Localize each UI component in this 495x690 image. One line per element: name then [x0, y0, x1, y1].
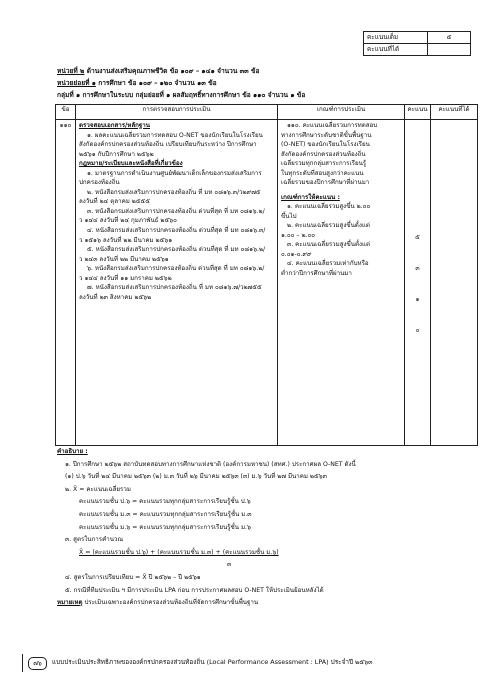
page-footer [22, 654, 482, 672]
table-row [56, 120, 478, 446]
remark-line [57, 599, 477, 612]
section-headings [57, 67, 477, 103]
text-line: สังกัดองค์กรปกครองส่วนท้องถิ่น [281, 150, 366, 158]
assessment-table [55, 104, 478, 446]
text-line: ปกครองท้องถิ่น [79, 179, 120, 187]
note-line: ๑. ปีการศึกษา ๒๕๖๒ สถาบันทดสอบทางการศึกษาแห่งชาติ (องค์การมหาชน) (สทศ.) ประกาศผล O-NET ดังนี้ [65, 460, 356, 468]
score-value: ๐ [415, 327, 420, 334]
text-line: เฉลี่ยรวมทุกกลุ่มสาระการเรียนรู้ [281, 160, 367, 168]
score-value: ๕ [415, 234, 420, 241]
col-header-check: การตรวจสอบการประเมิน [76, 105, 278, 120]
text-line: กฎหมาย/ระเบียบและหนังสือที่เกี่ยวข้อง [79, 160, 183, 168]
text-line: ๒. หนังสือกรมส่งเสริมการปกครองท้องถิ่น ที่ มท ๐๘๑๖.๓/ว๒๙๗๕ [87, 188, 261, 196]
note-line: คะแนนรวมชั้น ม.๓ = คะแนนรวมทุกกลุ่มสาระการเรียนรู้ชั้น ม.๓ [79, 510, 252, 518]
unit-label: หน่วยที่ ๒ [57, 67, 85, 75]
note-line: X̄ = (คะแนนรวมชั้น ป.๖) + (คะแนนรวมชั้น ม.๓) + (คะแนนรวมชั้น ม.๖) [79, 548, 279, 556]
text-line: ๔. คะแนนเฉลี่ยรวมเท่ากับหรือ [287, 260, 369, 268]
text-line: (O-NET) ของนักเรียนในโรงเรียน [281, 141, 370, 149]
note-line: คะแนนรวมชั้น ป.๖ = คะแนนรวมทุกกลุ่มสาระการเรียนรู้ชั้น ป.๖ [79, 498, 251, 506]
note-line: ๓ [227, 561, 232, 569]
text-line: ๑. คะแนนเฉลี่ยรวมสูงขึ้น ๒.๐๐ [287, 203, 371, 211]
footer-rule [22, 654, 23, 672]
note-line: ๔. สูตรในการเปรียบเทียบ = X̄ ปี ๒๕๖๒ – ปี ๒๕๖๑ [65, 573, 201, 581]
text-line: ๒. คะแนนเฉลี่ยรวมสูงขึ้นตั้งแต่ [287, 222, 370, 230]
score-cell [405, 120, 431, 446]
text-line: ๔. หนังสือกรมส่งเสริมการปกครองท้องถิ่น ด่วนที่สุด ที่ มท ๐๘๑๖.๓/ [87, 227, 266, 235]
text-line: สังกัดองค์กรปกครองส่วนท้องถิ่น เปรียบเทียบกันระหว่าง ปีการศึกษา [79, 141, 257, 149]
subunit-heading [57, 79, 477, 91]
unit-desc: ด้านงานส่งเสริมคุณภาพชีวิต ข้อ ๑๐๙ – ๑๔๑ จำนวน ๓๓ ข้อ [86, 67, 260, 75]
text-line: ตรวจสอบเอกสาร/หลักฐาน [79, 122, 151, 129]
obtained-score-label: คะแนนที่ได้ [364, 44, 428, 56]
text-line: ว ๒๔๓ ลงวันที่ ๒๒ มีนาคม ๒๕๖๑ [79, 255, 169, 263]
text-line: ขึ้นไป [281, 212, 297, 220]
table-header-row [56, 105, 478, 120]
text-line: ๑. มาตรฐานการดำเนินงานศูนย์พัฒนาเด็กเล็กของกรมส่งเสริมการ [87, 169, 262, 177]
text-line: ๑๑๐. คะแนนเฉลี่ยรวมการทดสอบ [287, 122, 378, 129]
text-line: ว ๑๕๑๖ ลงวันที่ ๒๒ มีนาคม ๒๕๖๑ [79, 236, 173, 244]
text-line: เกณฑ์การให้คะแนน : [281, 193, 340, 201]
subunit-label: หน่วยย่อยที่ ๑ [57, 79, 96, 87]
notes-title: คำอธิบาย : [57, 448, 88, 455]
score-box [363, 31, 471, 56]
text-line: ๓. คะแนนเฉลี่ยรวมสูงขึ้นตั้งแต่ [287, 241, 370, 249]
check-method-cell [76, 120, 278, 446]
obtained-score-value [428, 44, 471, 56]
explanation-notes [57, 448, 477, 612]
criteria-cell [278, 120, 405, 446]
score-value: ๑ [415, 296, 420, 303]
col-header-criteria: เกณฑ์การประเมิน [278, 105, 405, 120]
text-line: ว ๑๔๔ ลงวันที่ ๑๑ มกราคม ๒๕๖๒ [79, 274, 172, 282]
unit-heading [57, 67, 477, 79]
col-header-no: ข้อ [56, 105, 76, 120]
score-value: ๓ [415, 265, 420, 272]
subunit-desc: การศึกษา ข้อ ๑๐๙ – ๑๒๐ จำนวน ๑๓ ข้อ [98, 79, 217, 87]
text-line: ๐.๐๑-๐.๙๙ [281, 250, 312, 258]
note-line: ๓. สูตรในการคำนวณ [65, 536, 124, 544]
text-line: ในทุกระดับที่สอบสูงกว่าคะแนน [281, 169, 364, 177]
full-score-label: คะแนนเต็ม [364, 32, 428, 44]
note-line: คะแนนรวมชั้น ม.๖ = คะแนนรวมทุกกลุ่มสาระการเรียนรู้ชั้น ม.๖ [79, 523, 251, 531]
text-line: ๕. หนังสือกรมส่งเสริมการปกครองท้องถิ่น ด่วนที่สุด ที่ มท ๐๘๑๖.๒/ [87, 246, 266, 254]
remark-text: ประเมินเฉพาะองค์กรปกครองส่วนท้องถิ่นที่จัดการศึกษาขั้นพื้นฐาน [84, 599, 259, 607]
text-line: ๒๕๖๑ กับปีการศึกษา ๒๕๖๒ [79, 150, 154, 158]
note-line: ๕. กรณีที่ทีมประเมิน ฯ มีการประเมิน LPA ก่อน การประกาศผลสอบ O-NET ให้ประเมินย้อนหลังได้ [65, 586, 324, 594]
footer-text: แบบประเมินประสิทธิภาพขององค์กรปกครองส่วนท้องถิ่น (Local Performance Assessment : LPA) ประจำปี ๒๕๖๓ [52, 658, 373, 666]
text-line: ต่ำกว่าปีการศึกษาที่ผ่านมา [281, 270, 352, 278]
note-line: (๑) ป.๖ วันที่ ๒๔ มีนาคม ๒๕๖๓ (๒) ม.๓ วันที่ ๒๖ มีนาคม ๒๕๖๓ (๓) ม.๖ วันที่ ๒๗ มีนาคม ๒๕๖๓ [65, 473, 327, 481]
text-line: เฉลี่ยรวมของปีการศึกษาที่ผ่านมา [281, 179, 370, 187]
col-header-score: คะแนน [405, 105, 431, 120]
text-line: ลงวันที่ ๒๔ ตุลาคม ๒๕๕๕ [79, 198, 150, 206]
remark-label: หมายเหตุ [57, 599, 83, 607]
text-line: ๑.๐๐ – ๒.๐๐ [281, 231, 316, 239]
obtained-cell [431, 120, 478, 446]
note-line: ๒. X̄ = คะแนนเฉลี่ยรวม [65, 485, 131, 493]
full-score-value: ๕ [428, 32, 471, 44]
text-line: ๖. หนังสือกรมส่งเสริมการปกครองท้องถิ่น ด่วนที่สุด ที่ มท ๐๘๑๖.๒/ [87, 265, 265, 273]
text-line: ๓. หนังสือกรมส่งเสริมการปกครองท้องถิ่น ด่วนที่สุด ที่ มท ๐๘๑๖.๒/ [87, 207, 265, 215]
page-number: ๗๖ [28, 657, 47, 670]
text-line: ๗. หนังสือกรมส่งเสริมการปกครองท้องถิ่น ที่ มท ๐๘๑๖.๗/ว๒๗๕๕ [87, 284, 262, 292]
text-line: ทางการศึกษาระดับชาติขั้นพื้นฐาน [281, 131, 372, 139]
text-line: ๑. ผลคะแนนเฉลี่ยรวมการทดสอบ O-NET ของนักเรียนในโรงเรียน [87, 131, 263, 139]
text-line: ว ๑๔๔ ลงวันที่ ๒๔ กุมภาพันธ์ ๒๕๖๐ [79, 217, 177, 225]
group-heading: กลุ่มที่ ๑ การศึกษาในระบบ กลุ่มย่อยที่ ๑ ผลสัมฤทธิ์ทางการศึกษา ข้อ ๑๑๐ จำนวน ๑ ข้อ [57, 91, 306, 99]
item-number: ๑๑๐ [56, 120, 76, 446]
text-line: ลงวันที่ ๒๓ สิงหาคม ๒๕๖๒ [79, 293, 152, 301]
col-header-obtained: คะแนนที่ได้ [431, 105, 478, 120]
